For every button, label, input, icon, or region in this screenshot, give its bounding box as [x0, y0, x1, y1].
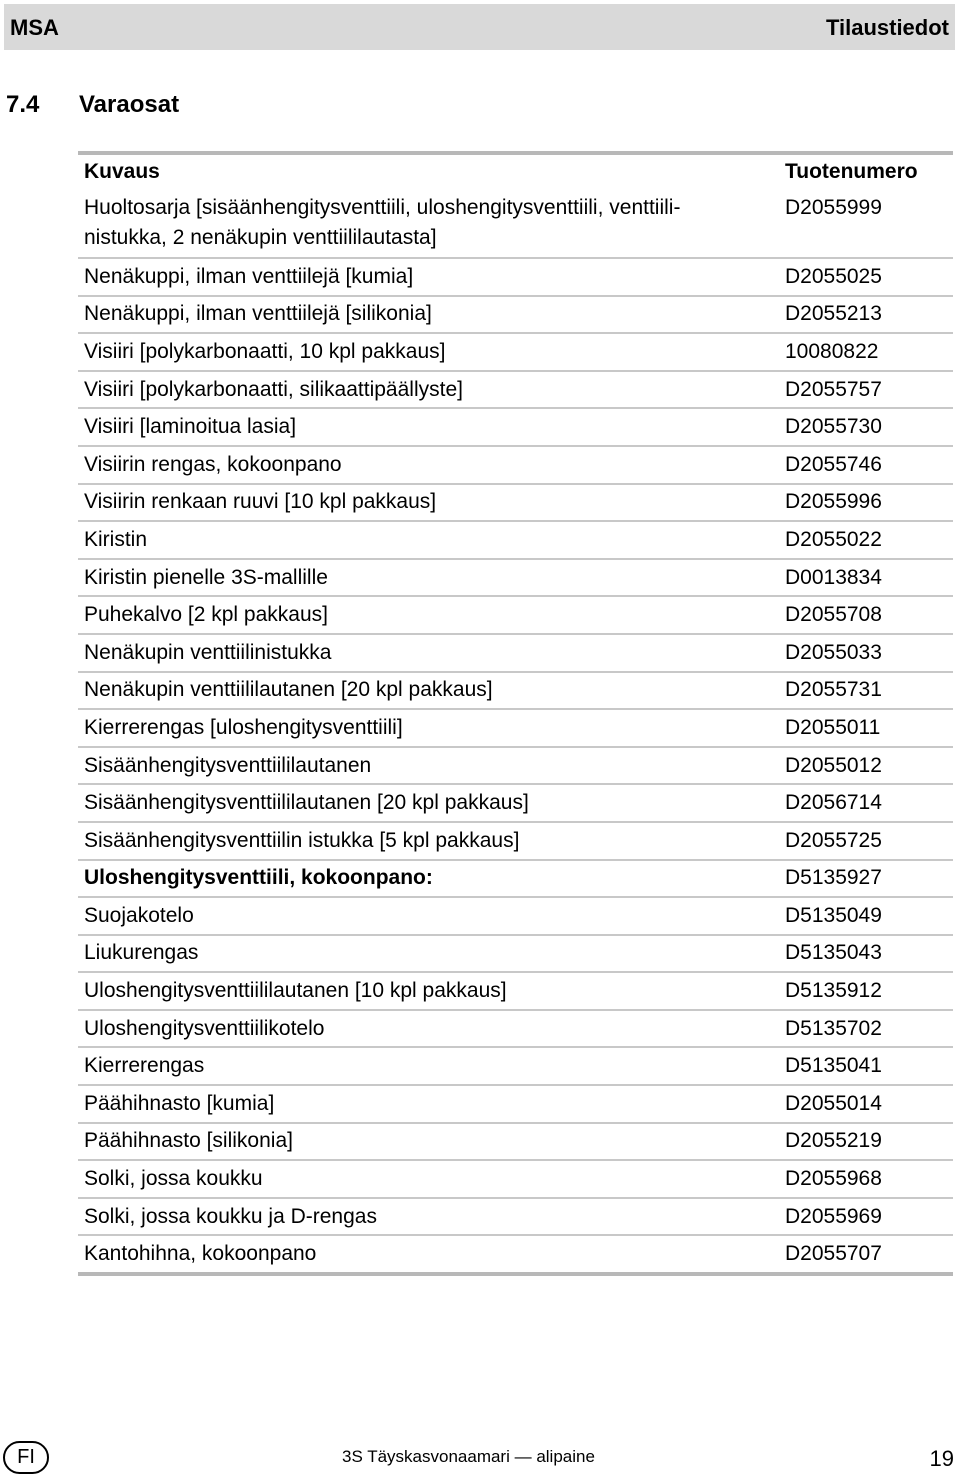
table-row	[78, 1234, 953, 1272]
part-number: D2055707	[785, 1242, 882, 1266]
table-row	[78, 257, 953, 295]
part-description: Kantohihna, kokoonpano	[84, 1242, 317, 1266]
part-description: Kiristin	[84, 527, 148, 551]
part-description: Visiirin renkaan ruuvi [10 kpl pakkaus]	[84, 490, 437, 514]
part-number: D2055014	[785, 1091, 882, 1115]
part-description: Päähihnasto [kumia]	[84, 1091, 275, 1115]
table-row	[78, 483, 953, 521]
table-row	[78, 1084, 953, 1122]
part-description: Kierrerengas	[84, 1054, 205, 1078]
table-row	[78, 671, 953, 709]
part-number: D2055746	[785, 452, 882, 476]
section-heading	[6, 91, 179, 119]
part-number: D5135912	[785, 979, 882, 1003]
table-row	[78, 633, 953, 671]
part-number: D2055968	[785, 1167, 882, 1191]
page-number: 19	[929, 1446, 954, 1471]
table-row	[78, 934, 953, 972]
part-number: D5135041	[785, 1054, 882, 1078]
part-number: D2055011	[785, 715, 881, 739]
part-number: 10080822	[785, 339, 879, 363]
part-description: Puhekalvo [2 kpl pakkaus]	[84, 603, 328, 627]
part-description: Kiristin pienelle 3S-mallille	[84, 565, 328, 589]
brand-name: MSA	[10, 15, 59, 40]
table-row	[78, 1197, 953, 1235]
part-number: D2055033	[785, 640, 882, 664]
table-row	[78, 859, 953, 897]
part-number: D2055996	[785, 490, 882, 514]
part-description: Nenäkuppi, ilman venttiilejä [kumia]	[84, 264, 414, 288]
part-description: Uloshengitysventtiili, kokoonpano:	[84, 866, 433, 890]
spare-parts-table	[78, 151, 953, 1276]
part-description: Solki, jossa koukku	[84, 1167, 263, 1191]
table-row	[78, 332, 953, 370]
part-number: D2055213	[785, 302, 882, 326]
part-number: D2055725	[785, 828, 882, 852]
footer-product-name: 3S Täyskasvonaamari — alipaine	[342, 1447, 595, 1466]
table-row	[78, 708, 953, 746]
part-description: Nenäkupin venttiililautanen [20 kpl pakkaus]	[84, 678, 493, 702]
table-body	[78, 189, 953, 1272]
page-header	[4, 4, 955, 50]
part-number: D2055025	[785, 264, 882, 288]
table-row	[78, 746, 953, 784]
part-number: D5135702	[785, 1016, 882, 1040]
language-badge: FI	[3, 1441, 49, 1474]
part-number: D2055757	[785, 377, 882, 401]
table-row	[78, 896, 953, 934]
part-description: Visiiri [polykarbonaatti, 10 kpl pakkaus]	[84, 339, 446, 363]
table-row	[78, 295, 953, 333]
chapter-title: Tilaustiedot	[825, 15, 949, 40]
table-row	[78, 520, 953, 558]
part-description: Kierrerengas [uloshengitysventtiili]	[84, 715, 403, 739]
part-number: D2055708	[785, 603, 882, 627]
part-description: Uloshengitysventtiilikotelo	[84, 1016, 325, 1040]
part-number: D2055219	[785, 1129, 882, 1153]
part-description: Visiirin rengas, kokoonpano	[84, 452, 342, 476]
table-row	[78, 407, 953, 445]
column-header-part-number: Tuotenumero	[785, 160, 918, 183]
part-number: D2055730	[785, 415, 882, 439]
part-number: D2055022	[785, 527, 882, 551]
part-description: Huoltosarja [sisäänhengitysventtiili, uloshengitysventtiili, venttiili- nistukka, 2 nenäkupin venttiililautasta]	[84, 196, 681, 249]
table-row	[78, 189, 953, 257]
part-description: Päähihnasto [silikonia]	[84, 1129, 293, 1153]
part-number: D5135049	[785, 903, 882, 927]
table-row	[78, 1159, 953, 1197]
section-number: 7.4	[6, 91, 40, 118]
part-description: Suojakotelo	[84, 903, 194, 927]
table-row	[78, 821, 953, 859]
column-header-description: Kuvaus	[84, 160, 160, 183]
part-number: D2055012	[785, 753, 882, 777]
part-description: Uloshengitysventtiililautanen [10 kpl pakkaus]	[84, 979, 507, 1003]
part-description: Sisäänhengitysventtiililautanen	[84, 753, 372, 777]
table-row	[78, 1122, 953, 1160]
table-row	[78, 971, 953, 1009]
table-row	[78, 783, 953, 821]
part-description: Visiiri [laminoitua lasia]	[84, 415, 297, 439]
table-row	[78, 1009, 953, 1047]
table-row	[78, 370, 953, 408]
part-description: Solki, jossa koukku ja D-rengas	[84, 1204, 377, 1228]
part-description: Nenäkuppi, ilman venttiilejä [silikonia]	[84, 302, 432, 326]
table-row	[78, 595, 953, 633]
table-row	[78, 558, 953, 596]
part-number: D0013834	[785, 565, 882, 589]
part-number: D2056714	[785, 791, 882, 815]
part-number: D5135927	[785, 866, 882, 890]
part-description: Visiiri [polykarbonaatti, silikaattipäällyste]	[84, 377, 463, 401]
part-number: D2055969	[785, 1204, 882, 1228]
part-description: Nenäkupin venttiilinistukka	[84, 640, 332, 664]
part-description: Liukurengas	[84, 941, 199, 965]
part-number: D5135043	[785, 941, 882, 965]
table-header-row	[78, 155, 953, 189]
section-title: Varaosat	[79, 91, 180, 118]
table-row	[78, 445, 953, 483]
part-description: Sisäänhengitysventtiililautanen [20 kpl pakkaus]	[84, 791, 529, 815]
part-number: D2055731	[785, 678, 882, 702]
part-description: Sisäänhengitysventtiilin istukka [5 kpl pakkaus]	[84, 828, 520, 852]
table-row	[78, 1046, 953, 1084]
part-number: D2055999	[785, 196, 882, 219]
